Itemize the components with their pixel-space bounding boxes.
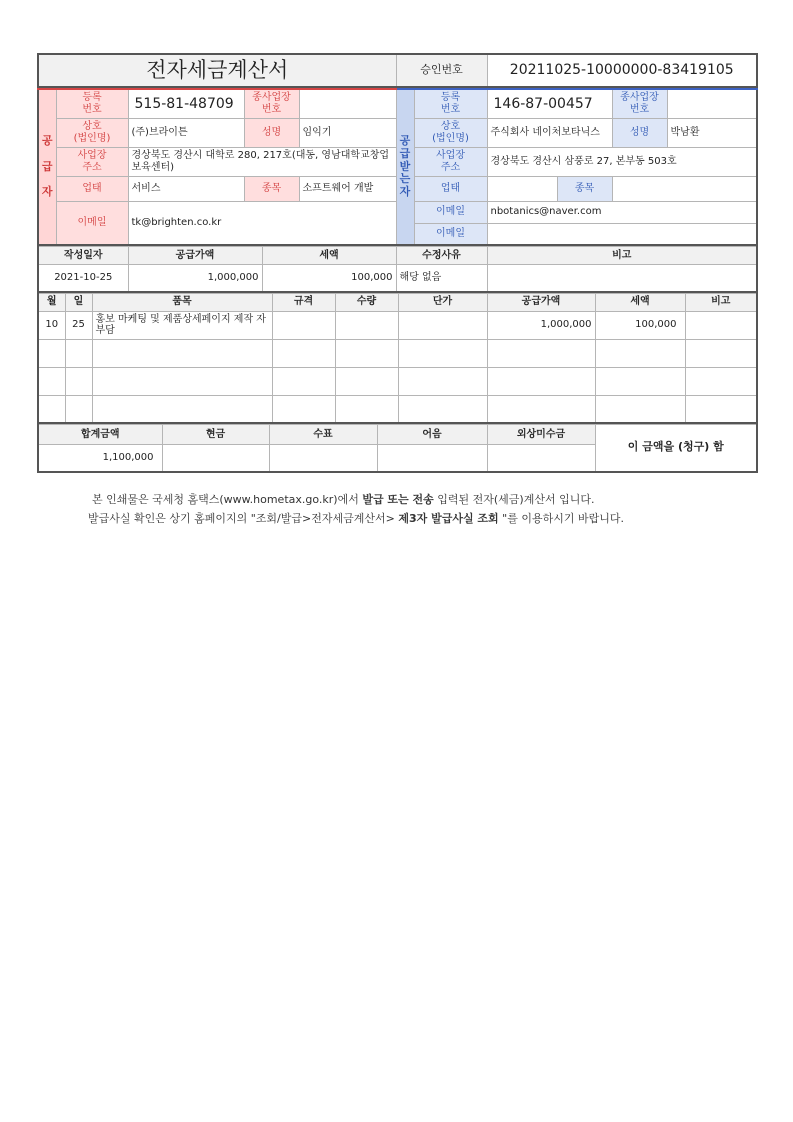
row-tax: 100,000 xyxy=(595,311,685,339)
buyer-addr: 경상북도 경산시 삼풍로 27, 본부동 503호 xyxy=(487,147,757,176)
row-month: 10 xyxy=(38,311,65,339)
summary-note xyxy=(487,265,757,292)
supplier-side-label: 공 급 자 xyxy=(38,89,56,245)
row-day: 25 xyxy=(65,311,92,339)
row-note xyxy=(685,367,757,395)
buyer-reg-no: 146-87-00457 xyxy=(487,89,612,118)
buyer-email-label: 이메일 xyxy=(414,201,487,223)
col-month: 월 xyxy=(38,293,65,311)
cash-label: 현금 xyxy=(162,425,269,445)
supplier-sub-no xyxy=(299,89,396,118)
buyer-biz xyxy=(487,176,557,201)
supplier-name-label: 상호 (법인명) xyxy=(56,118,128,147)
bill-amount xyxy=(377,445,487,472)
row-spec xyxy=(272,395,335,423)
row-note xyxy=(685,395,757,423)
row-item xyxy=(92,339,272,367)
col-spec: 규격 xyxy=(272,293,335,311)
row-tax xyxy=(595,367,685,395)
row-unit xyxy=(398,339,487,367)
row-item: 홍보 마케팅 및 제품상세페이지 제작 자부담 xyxy=(92,311,272,339)
row-day xyxy=(65,339,92,367)
supplier-email-label: 이메일 xyxy=(56,201,128,245)
buyer-side-label: 공 급 받 는 자 xyxy=(396,89,414,245)
row-qty xyxy=(335,367,398,395)
row-unit xyxy=(398,311,487,339)
buyer-reg-label: 등록 번호 xyxy=(414,89,487,118)
bill-label: 어음 xyxy=(377,425,487,445)
row-unit xyxy=(398,367,487,395)
supplier-name: (주)브라이튼 xyxy=(128,118,244,147)
approval-number-label: 승인번호 xyxy=(396,54,487,87)
supplier-item-label: 종목 xyxy=(244,176,299,201)
summary-note-label: 비고 xyxy=(487,247,757,265)
reason-label: 수정사유 xyxy=(396,247,487,265)
supplier-reg-label: 등록 번호 xyxy=(56,89,128,118)
check-amount xyxy=(269,445,377,472)
row-tax xyxy=(595,339,685,367)
supplier-item: 소프트웨어 개발 xyxy=(299,176,396,201)
row-day xyxy=(65,395,92,423)
row-spec xyxy=(272,367,335,395)
buyer-name: 주식회사 네이처보타닉스 xyxy=(487,118,612,147)
row-month xyxy=(38,367,65,395)
col-unit-price: 단가 xyxy=(398,293,487,311)
notice-line-2: 발급사실 확인은 상기 홈페이지의 "조회/발급>전자세금계산서> 제3자 발급사실 조회 "를 이용하시기 바랍니다. xyxy=(88,512,624,525)
buyer-rep-label: 성명 xyxy=(612,118,667,147)
row-item xyxy=(92,395,272,423)
invoice-title: 전자세금계산서 xyxy=(38,54,396,87)
supplier-rep-label: 성명 xyxy=(244,118,299,147)
col-item: 품목 xyxy=(92,293,272,311)
tax-amount-label: 세액 xyxy=(262,247,396,265)
totals-table xyxy=(37,424,758,473)
supplier-rep: 임익기 xyxy=(299,118,396,147)
reason: 해당 없음 xyxy=(396,265,487,292)
supplier-addr: 경상북도 경산시 대학로 280, 217호(대동, 영남대학교창업보육센터) xyxy=(128,147,396,176)
buyer-email: nbotanics@naver.com xyxy=(487,201,757,223)
items-table xyxy=(37,293,758,425)
row-supply xyxy=(487,339,595,367)
total-amount-label: 합계금액 xyxy=(38,425,162,445)
row-day xyxy=(65,367,92,395)
date-label: 작성일자 xyxy=(38,247,128,265)
party-table xyxy=(37,88,758,246)
summary-table xyxy=(37,246,758,293)
buyer-email2 xyxy=(487,223,757,245)
col-qty: 수량 xyxy=(335,293,398,311)
row-tax xyxy=(595,395,685,423)
row-supply xyxy=(487,367,595,395)
row-qty xyxy=(335,395,398,423)
approval-number: 20211025-10000000-83419105 xyxy=(487,54,757,87)
buyer-item xyxy=(612,176,757,201)
buyer-biz-label: 업태 xyxy=(414,176,487,201)
row-qty xyxy=(335,339,398,367)
tax-invoice xyxy=(37,53,756,473)
table-row xyxy=(38,395,757,423)
table-row xyxy=(38,367,757,395)
check-label: 수표 xyxy=(269,425,377,445)
invoice-header-table xyxy=(37,53,758,88)
row-month xyxy=(38,395,65,423)
supplier-biz: 서비스 xyxy=(128,176,244,201)
credit-label: 외상미수금 xyxy=(487,425,595,445)
buyer-email2-label: 이메일 xyxy=(414,223,487,245)
row-supply: 1,000,000 xyxy=(487,311,595,339)
tax-amount: 100,000 xyxy=(262,265,396,292)
supplier-reg-no: 515-81-48709 xyxy=(128,89,244,118)
row-item xyxy=(92,367,272,395)
table-row xyxy=(38,339,757,367)
issue-date: 2021-10-25 xyxy=(38,265,128,292)
row-month xyxy=(38,339,65,367)
col-tax: 세액 xyxy=(595,293,685,311)
table-row xyxy=(38,311,757,339)
notice-line-1: 본 인쇄물은 국세청 홈택스(www.hometax.go.kr)에서 발급 또는 전송 입력된 전자(세금)계산서 입니다. xyxy=(92,493,595,506)
buyer-sub-no xyxy=(667,89,757,118)
row-unit xyxy=(398,395,487,423)
supply-amount-label: 공급가액 xyxy=(128,247,262,265)
supplier-biz-label: 업태 xyxy=(56,176,128,201)
buyer-name-label: 상호 (법인명) xyxy=(414,118,487,147)
col-day: 일 xyxy=(65,293,92,311)
row-spec xyxy=(272,311,335,339)
row-note xyxy=(685,339,757,367)
claim-text: 이 금액을 (청구) 함 xyxy=(595,425,757,472)
supply-amount: 1,000,000 xyxy=(128,265,262,292)
supplier-addr-label: 사업장 주소 xyxy=(56,147,128,176)
col-note: 비고 xyxy=(685,293,757,311)
buyer-item-label: 종목 xyxy=(557,176,612,201)
supplier-email: tk@brighten.co.kr xyxy=(128,201,396,245)
supplier-sub-label: 종사업장 번호 xyxy=(244,89,299,118)
row-qty xyxy=(335,311,398,339)
cash-amount xyxy=(162,445,269,472)
buyer-sub-label: 종사업장 번호 xyxy=(612,89,667,118)
credit-amount xyxy=(487,445,595,472)
row-note xyxy=(685,311,757,339)
buyer-rep: 박남환 xyxy=(667,118,757,147)
total-amount: 1,100,000 xyxy=(38,445,162,472)
buyer-addr-label: 사업장 주소 xyxy=(414,147,487,176)
row-spec xyxy=(272,339,335,367)
col-supply: 공급가액 xyxy=(487,293,595,311)
row-supply xyxy=(487,395,595,423)
